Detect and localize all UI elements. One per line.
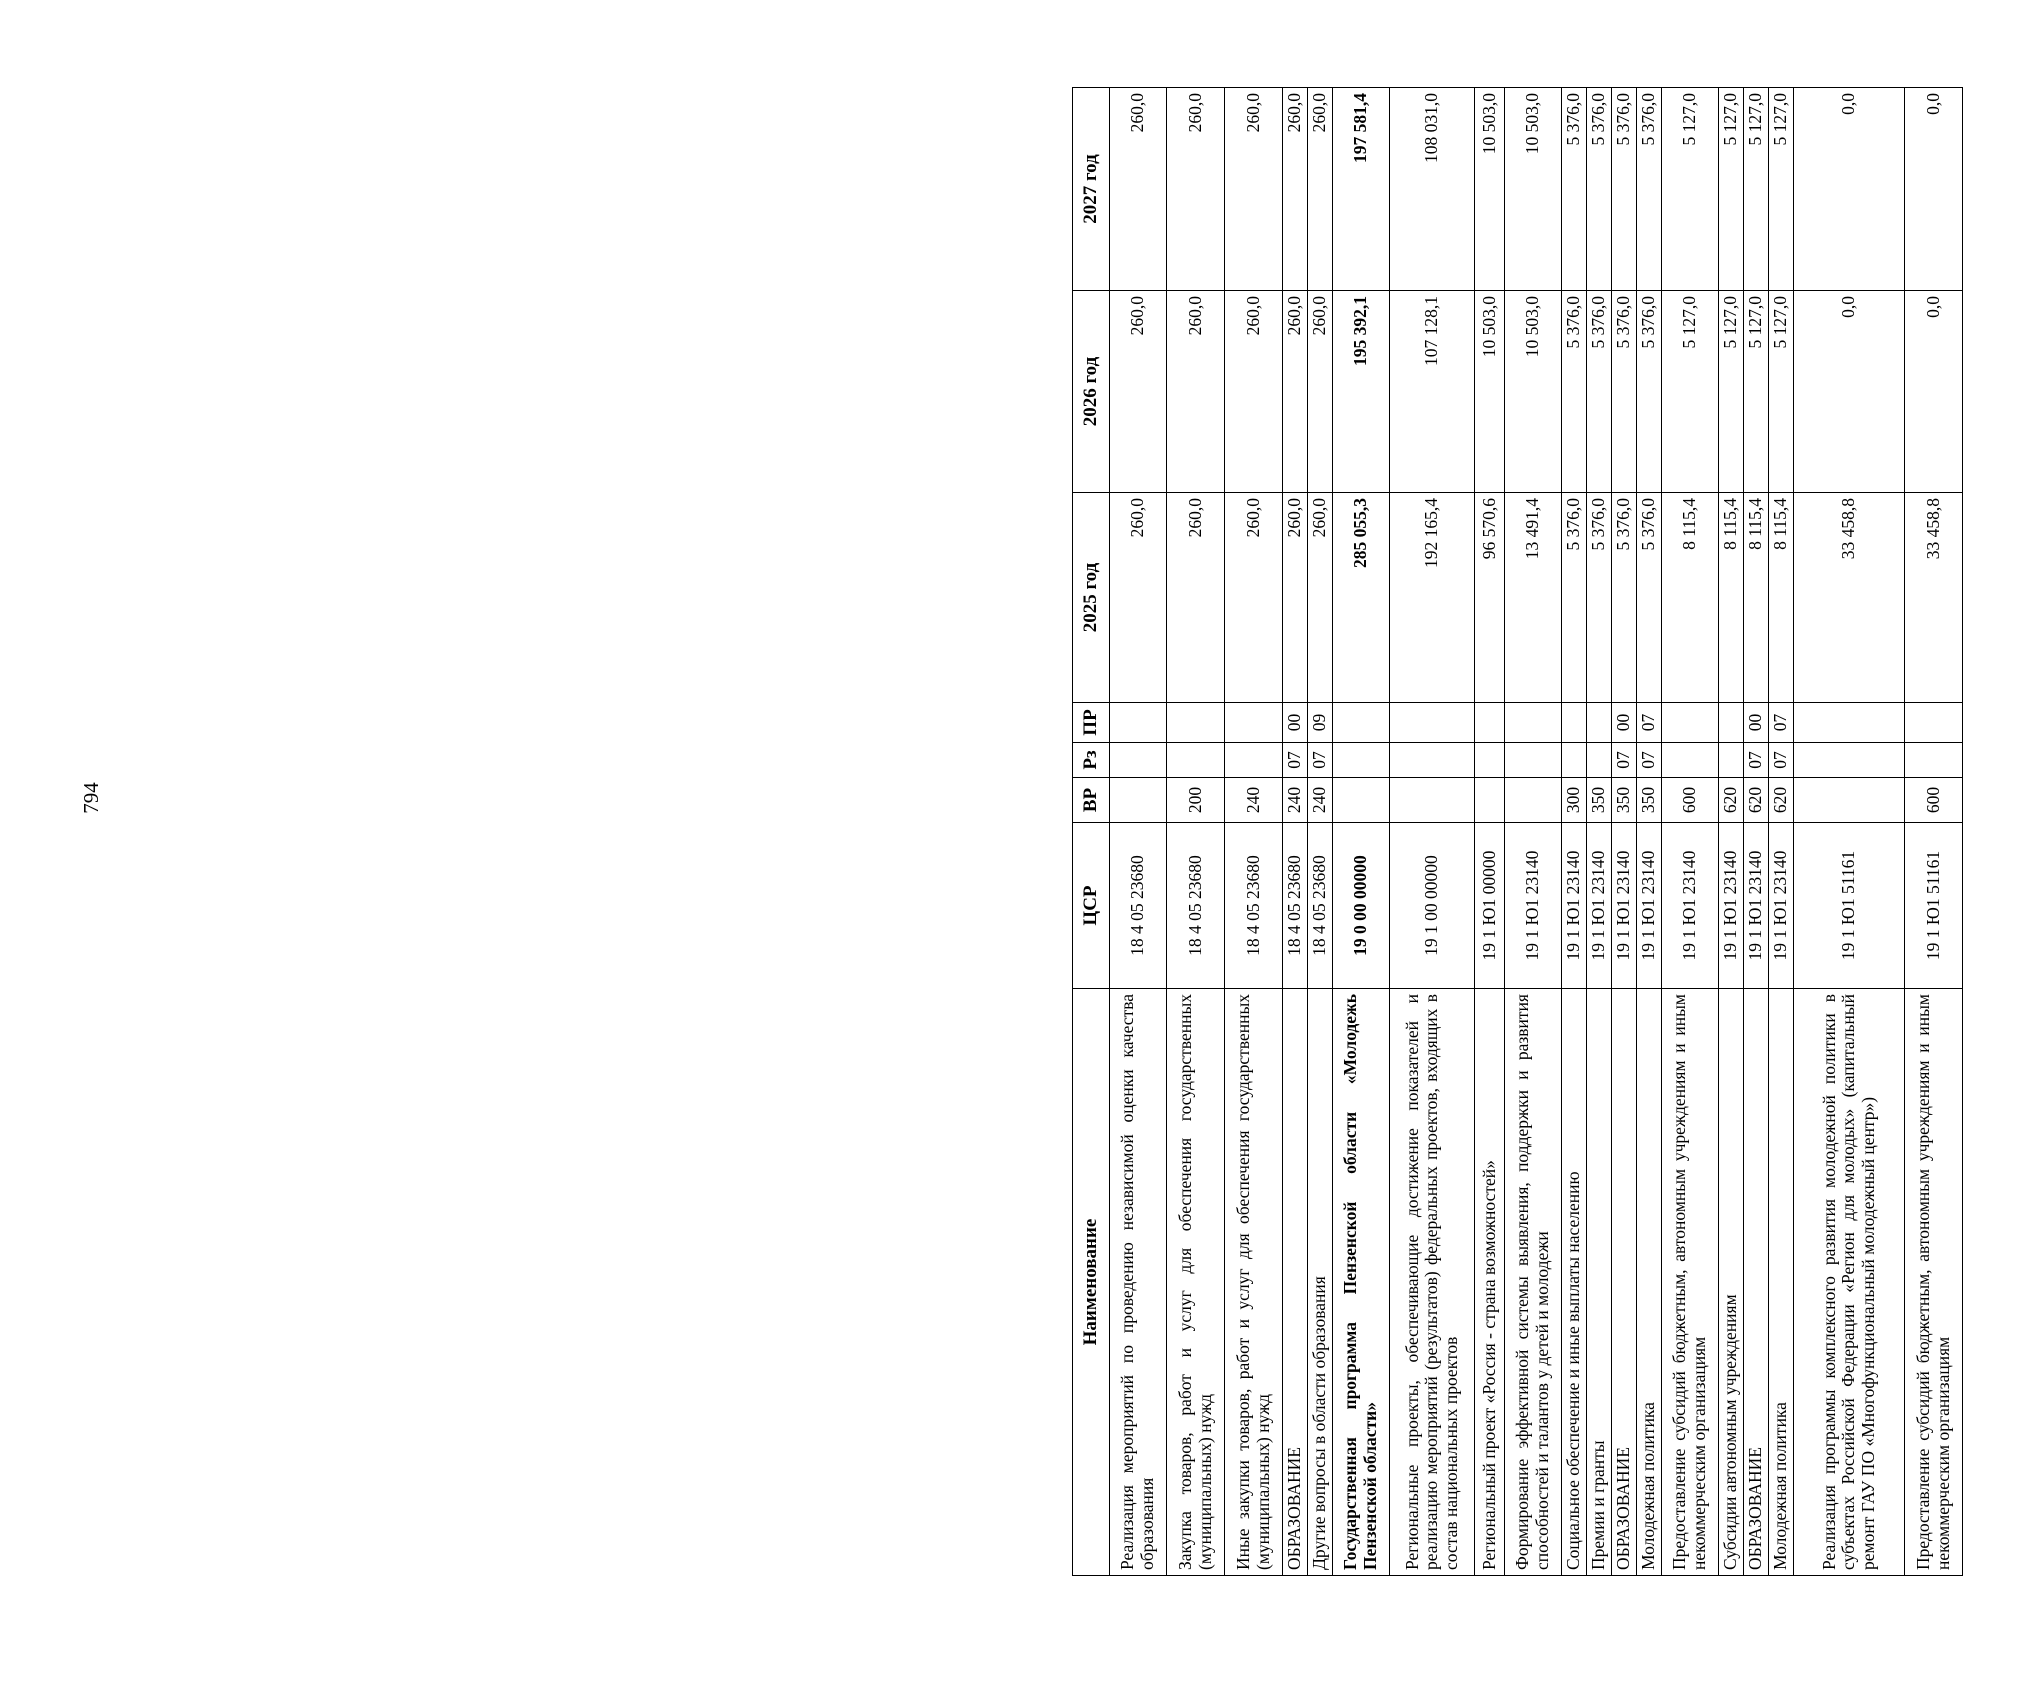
cell-pr: 07 (1637, 703, 1662, 743)
cell-vr: 620 (1719, 778, 1744, 823)
cell-rz: 07 (1744, 743, 1769, 778)
cell-2025: 96 570,6 (1475, 493, 1505, 703)
cell-2026: 0,0 (1794, 291, 1905, 493)
table-row (1283, 88, 1308, 1576)
cell-vr: 300 (1562, 778, 1587, 823)
cell-2026: 260,0 (1283, 291, 1308, 493)
cell-rz (1719, 743, 1744, 778)
cell-name: Формирование эффективной системы выявления, поддержки и развития способностей и талантов у детей и молодежи (1505, 989, 1562, 1576)
table-row (1587, 88, 1612, 1576)
table-row (1612, 88, 1637, 1576)
cell-2025: 260,0 (1225, 493, 1283, 703)
cell-rz (1167, 743, 1225, 778)
table-row (1390, 88, 1475, 1576)
cell-2026: 260,0 (1308, 291, 1333, 493)
cell-2027: 10 503,0 (1475, 88, 1505, 291)
cell-csr: 18 4 05 23680 (1225, 823, 1283, 989)
cell-2025: 8 115,4 (1769, 493, 1794, 703)
cell-rz (1110, 743, 1167, 778)
cell-vr (1390, 778, 1475, 823)
header-csr: ЦСР (1073, 823, 1110, 989)
page-number: 794 (79, 782, 103, 814)
cell-name: Молодежная политика (1637, 989, 1662, 1576)
cell-csr: 19 1 Ю1 00000 (1475, 823, 1505, 989)
cell-2026: 10 503,0 (1475, 291, 1505, 493)
table-row (1905, 88, 1963, 1576)
cell-vr: 350 (1612, 778, 1637, 823)
cell-2027: 197 581,4 (1333, 88, 1390, 291)
cell-2025: 33 458,8 (1905, 493, 1963, 703)
cell-2025: 192 165,4 (1390, 493, 1475, 703)
cell-csr: 19 1 Ю1 51161 (1794, 823, 1905, 989)
table-body (1110, 88, 1963, 1576)
cell-name: Предоставление субсидий бюджетным, автономным учреждениям и иным некоммерческим организациям (1905, 989, 1963, 1576)
cell-vr: 240 (1225, 778, 1283, 823)
cell-2027: 0,0 (1905, 88, 1963, 291)
cell-2026: 5 127,0 (1719, 291, 1744, 493)
table-row (1333, 88, 1390, 1576)
cell-vr (1794, 778, 1905, 823)
header-rz: Рз (1073, 743, 1110, 778)
cell-csr: 19 1 Ю1 51161 (1905, 823, 1963, 989)
cell-name: Предоставление субсидий бюджетным, автономным учреждениям и иным некоммерческим организациям (1662, 989, 1719, 1576)
cell-vr: 620 (1744, 778, 1769, 823)
cell-2026: 107 128,1 (1390, 291, 1475, 493)
cell-name: Субсидии автономным учреждениям (1719, 989, 1744, 1576)
cell-rz: 07 (1612, 743, 1637, 778)
cell-vr (1333, 778, 1390, 823)
cell-2026: 5 127,0 (1769, 291, 1794, 493)
cell-pr: 00 (1283, 703, 1308, 743)
cell-2026: 5 127,0 (1744, 291, 1769, 493)
cell-pr: 00 (1744, 703, 1769, 743)
cell-2026: 5 376,0 (1612, 291, 1637, 493)
cell-name: ОБРАЗОВАНИЕ (1744, 989, 1769, 1576)
table-row (1110, 88, 1167, 1576)
table-row (1308, 88, 1333, 1576)
header-name: Наименование (1073, 989, 1110, 1576)
cell-name: Молодежная политика (1769, 989, 1794, 1576)
table-row (1662, 88, 1719, 1576)
cell-2026: 5 127,0 (1662, 291, 1719, 493)
table-row (1794, 88, 1905, 1576)
cell-csr: 19 1 Ю1 23140 (1719, 823, 1744, 989)
cell-csr: 19 1 Ю1 23140 (1562, 823, 1587, 989)
cell-rz (1587, 743, 1612, 778)
cell-vr: 350 (1637, 778, 1662, 823)
cell-csr: 19 1 Ю1 23140 (1612, 823, 1637, 989)
cell-2026: 0,0 (1905, 291, 1963, 493)
cell-pr (1905, 703, 1963, 743)
cell-2026: 5 376,0 (1637, 291, 1662, 493)
table-row (1769, 88, 1794, 1576)
table-header-row (1073, 88, 1110, 1576)
cell-2027: 5 376,0 (1562, 88, 1587, 291)
cell-name: Региональный проект «Россия - страна возможностей» (1475, 989, 1505, 1576)
cell-vr: 350 (1587, 778, 1612, 823)
cell-2025: 8 115,4 (1662, 493, 1719, 703)
cell-2025: 260,0 (1308, 493, 1333, 703)
cell-2026: 5 376,0 (1562, 291, 1587, 493)
cell-pr (1719, 703, 1744, 743)
cell-2025: 33 458,8 (1794, 493, 1905, 703)
cell-2026: 260,0 (1225, 291, 1283, 493)
cell-pr (1110, 703, 1167, 743)
cell-2027: 108 031,0 (1390, 88, 1475, 291)
cell-pr: 00 (1612, 703, 1637, 743)
cell-2027: 5 127,0 (1744, 88, 1769, 291)
cell-2025: 8 115,4 (1719, 493, 1744, 703)
cell-rz: 07 (1283, 743, 1308, 778)
cell-2026: 5 376,0 (1587, 291, 1612, 493)
cell-2025: 5 376,0 (1637, 493, 1662, 703)
cell-rz (1505, 743, 1562, 778)
cell-pr (1505, 703, 1562, 743)
budget-sheet (1072, 88, 2021, 1576)
cell-vr: 200 (1167, 778, 1225, 823)
cell-rz (1662, 743, 1719, 778)
cell-2026: 260,0 (1110, 291, 1167, 493)
cell-2025: 13 491,4 (1505, 493, 1562, 703)
table-row (1475, 88, 1505, 1576)
table-row (1562, 88, 1587, 1576)
cell-pr: 09 (1308, 703, 1333, 743)
cell-pr (1167, 703, 1225, 743)
cell-2027: 260,0 (1308, 88, 1333, 291)
cell-name: ОБРАЗОВАНИЕ (1612, 989, 1637, 1576)
cell-vr (1475, 778, 1505, 823)
cell-name: Закупка товаров, работ и услуг для обеспечения государственных (муниципальных) нужд (1167, 989, 1225, 1576)
cell-pr (1333, 703, 1390, 743)
cell-csr: 18 4 05 23680 (1110, 823, 1167, 989)
cell-2027: 260,0 (1167, 88, 1225, 291)
cell-name: Реализация мероприятий по проведению независимой оценки качества образования (1110, 989, 1167, 1576)
cell-2025: 5 376,0 (1587, 493, 1612, 703)
cell-csr: 19 1 Ю1 23140 (1505, 823, 1562, 989)
cell-2027: 5 127,0 (1719, 88, 1744, 291)
cell-rz (1475, 743, 1505, 778)
cell-vr: 240 (1283, 778, 1308, 823)
cell-2027: 260,0 (1283, 88, 1308, 291)
cell-csr: 19 1 Ю1 23140 (1637, 823, 1662, 989)
cell-2025: 5 376,0 (1612, 493, 1637, 703)
cell-pr (1662, 703, 1719, 743)
cell-vr (1505, 778, 1562, 823)
cell-2027: 5 127,0 (1662, 88, 1719, 291)
cell-vr (1110, 778, 1167, 823)
cell-pr (1475, 703, 1505, 743)
header-vr: ВР (1073, 778, 1110, 823)
cell-vr: 240 (1308, 778, 1333, 823)
cell-csr: 18 4 05 23680 (1308, 823, 1333, 989)
cell-rz (1905, 743, 1963, 778)
cell-rz (1225, 743, 1283, 778)
cell-name: Другие вопросы в области образования (1308, 989, 1333, 1576)
cell-rz (1562, 743, 1587, 778)
cell-2025: 285 055,3 (1333, 493, 1390, 703)
table-row (1637, 88, 1662, 1576)
cell-2026: 195 392,1 (1333, 291, 1390, 493)
cell-rz: 07 (1308, 743, 1333, 778)
cell-2025: 8 115,4 (1744, 493, 1769, 703)
cell-2025: 5 376,0 (1562, 493, 1587, 703)
cell-2025: 260,0 (1110, 493, 1167, 703)
cell-vr: 600 (1905, 778, 1963, 823)
cell-2027: 10 503,0 (1505, 88, 1562, 291)
cell-2027: 260,0 (1225, 88, 1283, 291)
cell-2026: 10 503,0 (1505, 291, 1562, 493)
cell-2027: 5 376,0 (1587, 88, 1612, 291)
header-pr: ПР (1073, 703, 1110, 743)
cell-csr: 19 1 Ю1 23140 (1769, 823, 1794, 989)
cell-csr: 18 4 05 23680 (1283, 823, 1308, 989)
header-2025: 2025 год (1073, 493, 1110, 703)
cell-name: Иные закупки товаров, работ и услуг для обеспечения государственных (муниципальных) нужд (1225, 989, 1283, 1576)
cell-2027: 0,0 (1794, 88, 1905, 291)
cell-pr (1562, 703, 1587, 743)
cell-2026: 260,0 (1167, 291, 1225, 493)
cell-2027: 260,0 (1110, 88, 1167, 291)
cell-vr: 620 (1769, 778, 1794, 823)
cell-rz (1390, 743, 1475, 778)
cell-name: Государственная программа Пензенской области «Молодежь Пензенской области» (1333, 989, 1390, 1576)
cell-name: Социальное обеспечение и иные выплаты населению (1562, 989, 1587, 1576)
cell-csr: 19 1 Ю1 23140 (1587, 823, 1612, 989)
header-2026: 2026 год (1073, 291, 1110, 493)
cell-2027: 5 376,0 (1612, 88, 1637, 291)
cell-rz (1333, 743, 1390, 778)
cell-pr (1225, 703, 1283, 743)
cell-rz (1794, 743, 1905, 778)
cell-name: ОБРАЗОВАНИЕ (1283, 989, 1308, 1576)
cell-csr: 19 1 Ю1 23140 (1744, 823, 1769, 989)
cell-2027: 5 127,0 (1769, 88, 1794, 291)
table-row (1744, 88, 1769, 1576)
budget-table (1072, 87, 1963, 1576)
table-row (1225, 88, 1283, 1576)
cell-2025: 260,0 (1167, 493, 1225, 703)
cell-rz: 07 (1769, 743, 1794, 778)
cell-pr (1587, 703, 1612, 743)
table-row (1167, 88, 1225, 1576)
cell-csr: 18 4 05 23680 (1167, 823, 1225, 989)
cell-csr: 19 0 00 00000 (1333, 823, 1390, 989)
cell-pr (1390, 703, 1475, 743)
cell-name: Реализация программы комплексного развития молодежной политики в субъектах Российской Федерации «Регион для молодых» (капитальный ремонт ГАУ ПО «Многофункциональный молодежный центр») (1794, 989, 1905, 1576)
table-row (1719, 88, 1744, 1576)
cell-pr: 07 (1769, 703, 1794, 743)
header-2027: 2027 год (1073, 88, 1110, 291)
cell-csr: 19 1 00 00000 (1390, 823, 1475, 989)
table-row (1505, 88, 1562, 1576)
cell-2027: 5 376,0 (1637, 88, 1662, 291)
cell-rz: 07 (1637, 743, 1662, 778)
cell-name: Региональные проекты, обеспечивающие достижение показателей и реализацию мероприятий (результатов) федеральных проектов, входящих в состав национальных проектов (1390, 989, 1475, 1576)
cell-name: Премии и гранты (1587, 989, 1612, 1576)
cell-csr: 19 1 Ю1 23140 (1662, 823, 1719, 989)
cell-2025: 260,0 (1283, 493, 1308, 703)
cell-pr (1794, 703, 1905, 743)
cell-vr: 600 (1662, 778, 1719, 823)
